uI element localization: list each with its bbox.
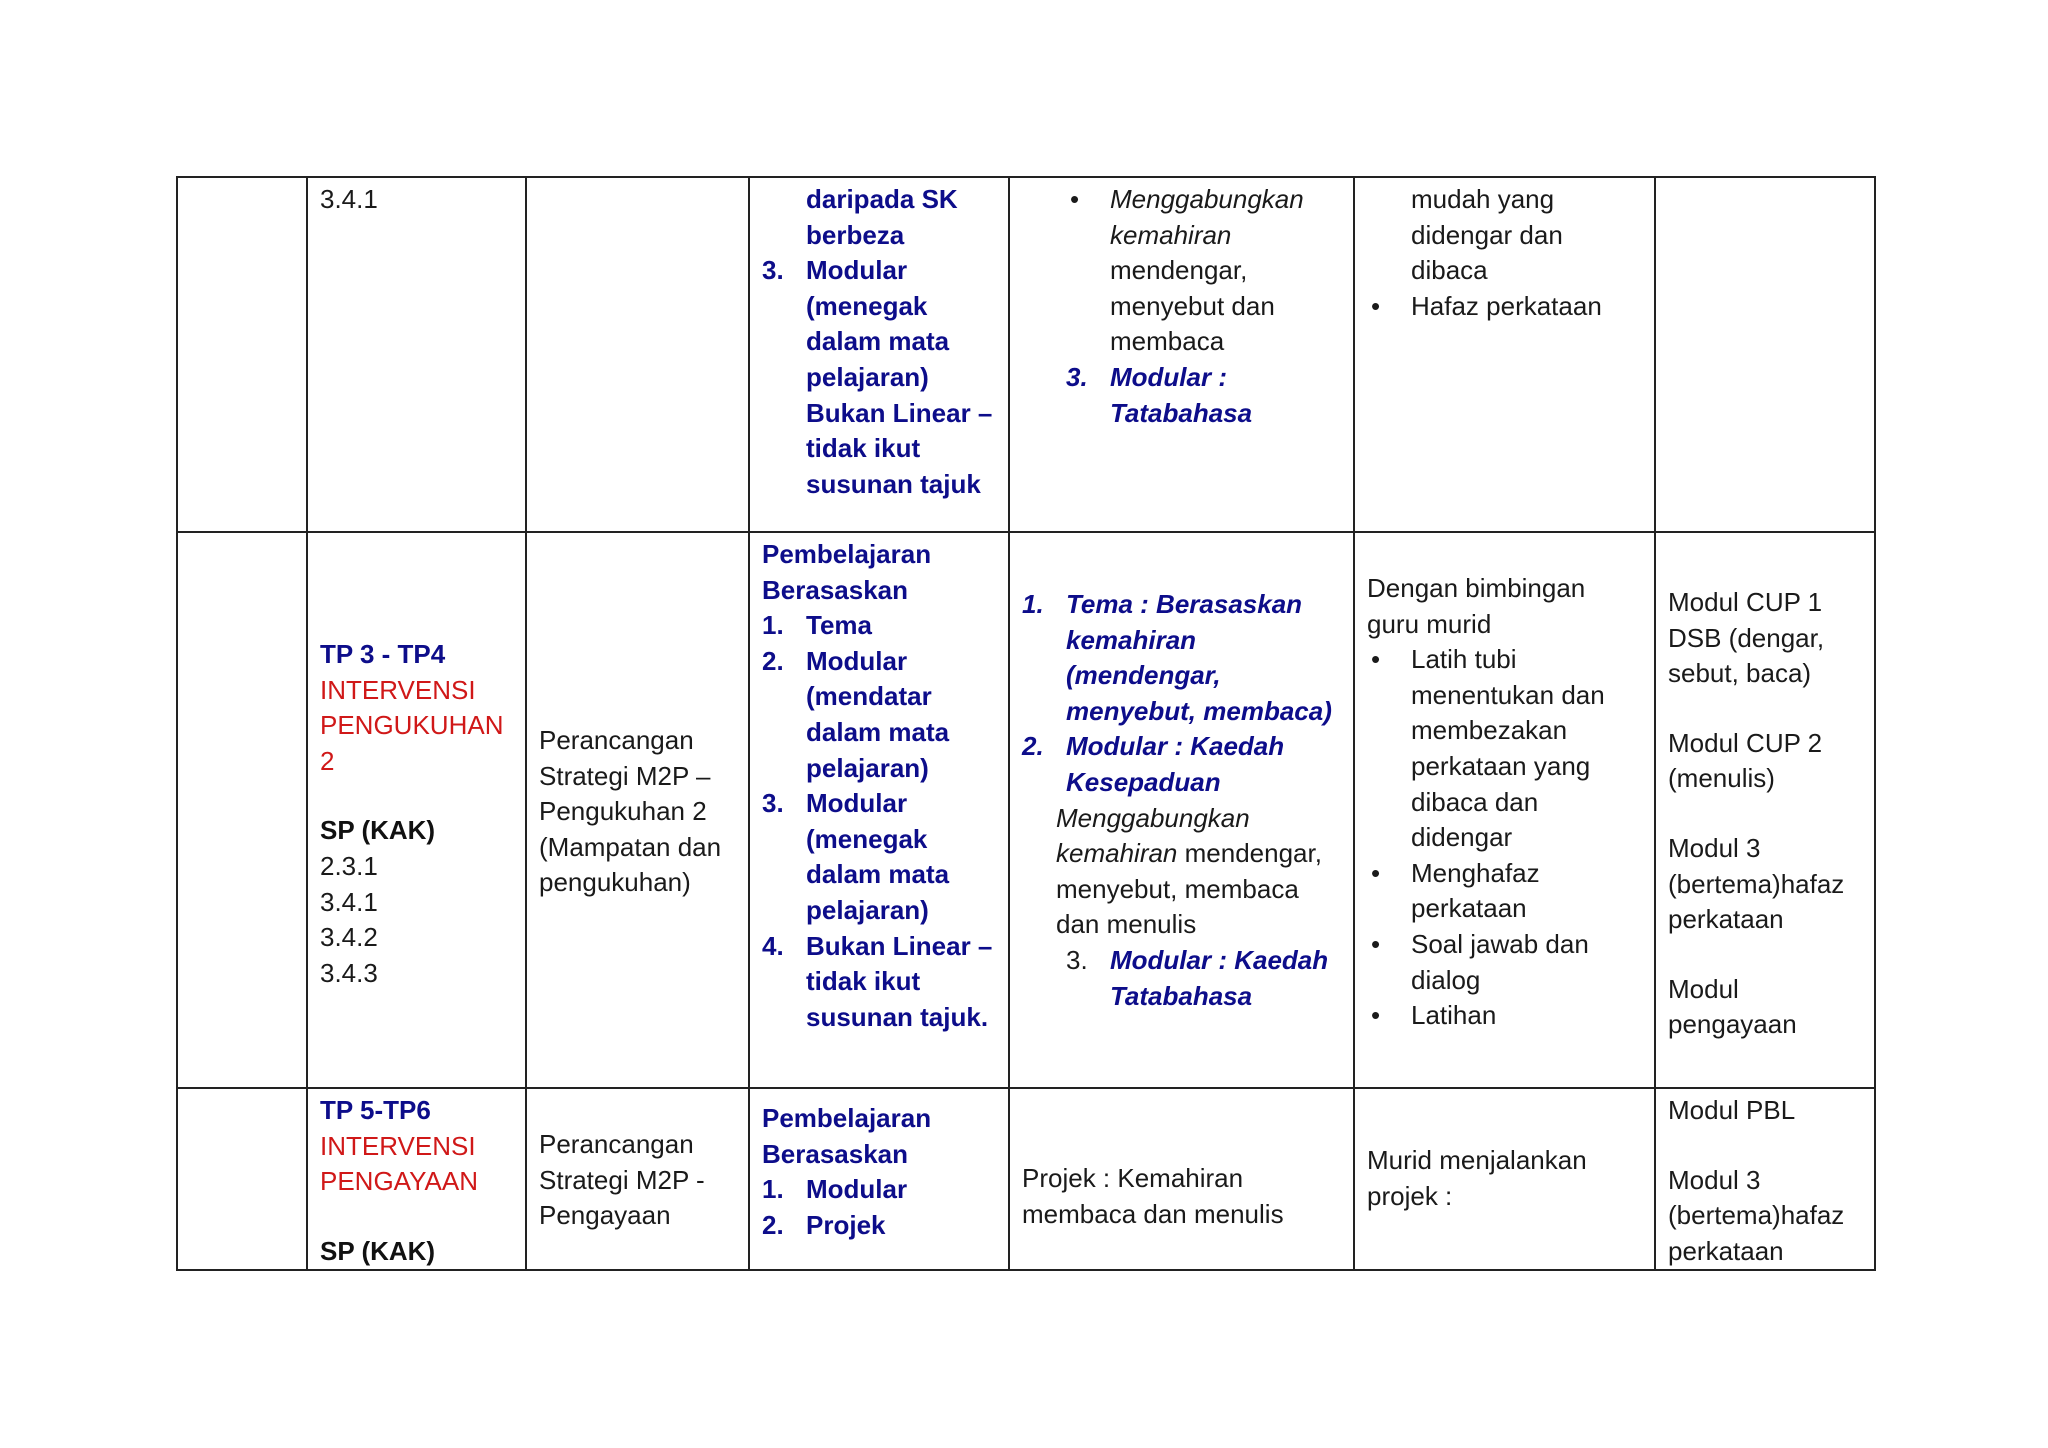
approach-cell <box>749 532 1009 1088</box>
list-item: • Menghafaz perkataan <box>1367 856 1642 927</box>
activity-cell <box>1009 532 1354 1088</box>
module-entry: Modul PBL <box>1668 1095 1796 1125</box>
empty-cell <box>177 177 307 532</box>
list-item: • Latih tubi menentukan dan membezakan perkataan yang dibaca dan didengar <box>1367 642 1642 856</box>
list-item: 1. Tema : Berasaskan kemahiran (mendengar, menyebut, membaca) <box>1022 589 1332 726</box>
student-activity-intro: Dengan bimbingan guru murid <box>1367 573 1586 639</box>
list-item: • Latihan <box>1367 998 1642 1034</box>
table-row <box>177 1088 1875 1270</box>
module-entry: Modul pengayaan <box>1668 973 1797 1040</box>
list-item: 2. Modular : Kaedah Kesepaduan <box>1022 731 1285 797</box>
strategy-cell: Perancangan Strategi M2P - Pengayaan <box>526 1088 749 1270</box>
list-item: 3. Modular : Tatabahasa <box>1066 361 1253 428</box>
activity-paragraph: Menggabungkan kemahiran mendengar, menyebut, membaca dan menulis <box>1056 802 1322 940</box>
module-entry: Modul 3 (bertema)hafaz perkataan <box>1668 1164 1845 1266</box>
sp-code: 3.4.2 <box>320 922 378 953</box>
activity-cell: Projek : Kemahiran membaca dan menulis <box>1009 1088 1354 1270</box>
module-entry: Modul CUP 1 DSB (dengar, sebut, baca) <box>1668 587 1825 689</box>
strategy-cell: Perancangan Strategi M2P – Pengukuhan 2 (Mampatan dan pengukuhan) <box>526 532 749 1088</box>
module-cell <box>1655 532 1875 1088</box>
empty-cell <box>177 1088 307 1270</box>
sp-code: 3.4.1 <box>320 886 378 917</box>
strategy-cell <box>526 177 749 532</box>
empty-cell <box>177 532 307 1088</box>
list-item: 3. Modular (menegak dalam mata pelajaran) <box>762 788 950 925</box>
table-row <box>177 532 1875 1088</box>
tp-label: TP 3 - TP4 <box>320 639 446 669</box>
list-item: 4. Bukan Linear – tidak ikut susunan tajuk. <box>762 930 993 1032</box>
approach-heading: Pembelajaran Berasaskan <box>762 539 932 605</box>
module-cell <box>1655 177 1875 532</box>
list-item: 1. Tema <box>762 610 872 641</box>
level-cell <box>307 1088 526 1270</box>
student-activity-cell: Murid menjalankan projek : <box>1354 1088 1655 1270</box>
list-item: 2. Modular (mendatar dalam mata pelajaran) <box>762 645 950 783</box>
tp-label: TP 5-TP6 <box>320 1095 431 1125</box>
level-cell <box>307 177 526 532</box>
module-entry: Modul CUP 2 (menulis) <box>1668 727 1823 794</box>
approach-cell <box>749 1088 1009 1270</box>
sp-label: SP (KAK) <box>320 815 436 846</box>
list-item: • Hafaz perkataan <box>1367 289 1642 325</box>
intervention-label: INTERVENSI PENGAYAAN <box>320 1130 478 1197</box>
list-item: 2. Projek <box>762 1209 886 1240</box>
list-item: 1. Modular <box>762 1174 908 1205</box>
sp-code: 3.4.3 <box>320 957 378 988</box>
sp-code: 3.4.1 <box>320 184 378 214</box>
list-item: 3. Modular : Kaedah Tatabahasa <box>1066 944 1329 1011</box>
intervention-label: INTERVENSI PENGUKUHAN 2 <box>320 674 504 776</box>
level-cell <box>307 532 526 1088</box>
module-entry: Modul 3 (bertema)hafaz perkataan <box>1668 832 1845 935</box>
list-item: Bukan Linear – tidak ikut susunan tajuk <box>806 397 993 499</box>
approach-continued: daripada SK berbeza <box>806 184 958 250</box>
list-item: • Soal jawab dan dialog <box>1367 927 1642 998</box>
sp-label: SP (KAK) <box>320 1235 436 1266</box>
student-activity-cell: mudah yang didengar dan dibaca • Hafaz perkataan <box>1354 177 1655 532</box>
student-activity-cell <box>1354 532 1655 1088</box>
activity-cell <box>1009 177 1354 532</box>
table-row <box>177 177 1875 532</box>
sp-code: 2.3.1 <box>320 850 378 881</box>
lesson-plan-table <box>176 176 1876 1271</box>
list-item: 3. Modular (menegak dalam mata pelajaran) <box>762 255 950 392</box>
module-cell <box>1655 1088 1875 1270</box>
list-item: • Menggabungkan kemahiran mendengar, menyebut dan membaca <box>1066 182 1341 360</box>
approach-cell <box>749 177 1009 532</box>
approach-heading: Pembelajaran Berasaskan <box>762 1103 932 1169</box>
